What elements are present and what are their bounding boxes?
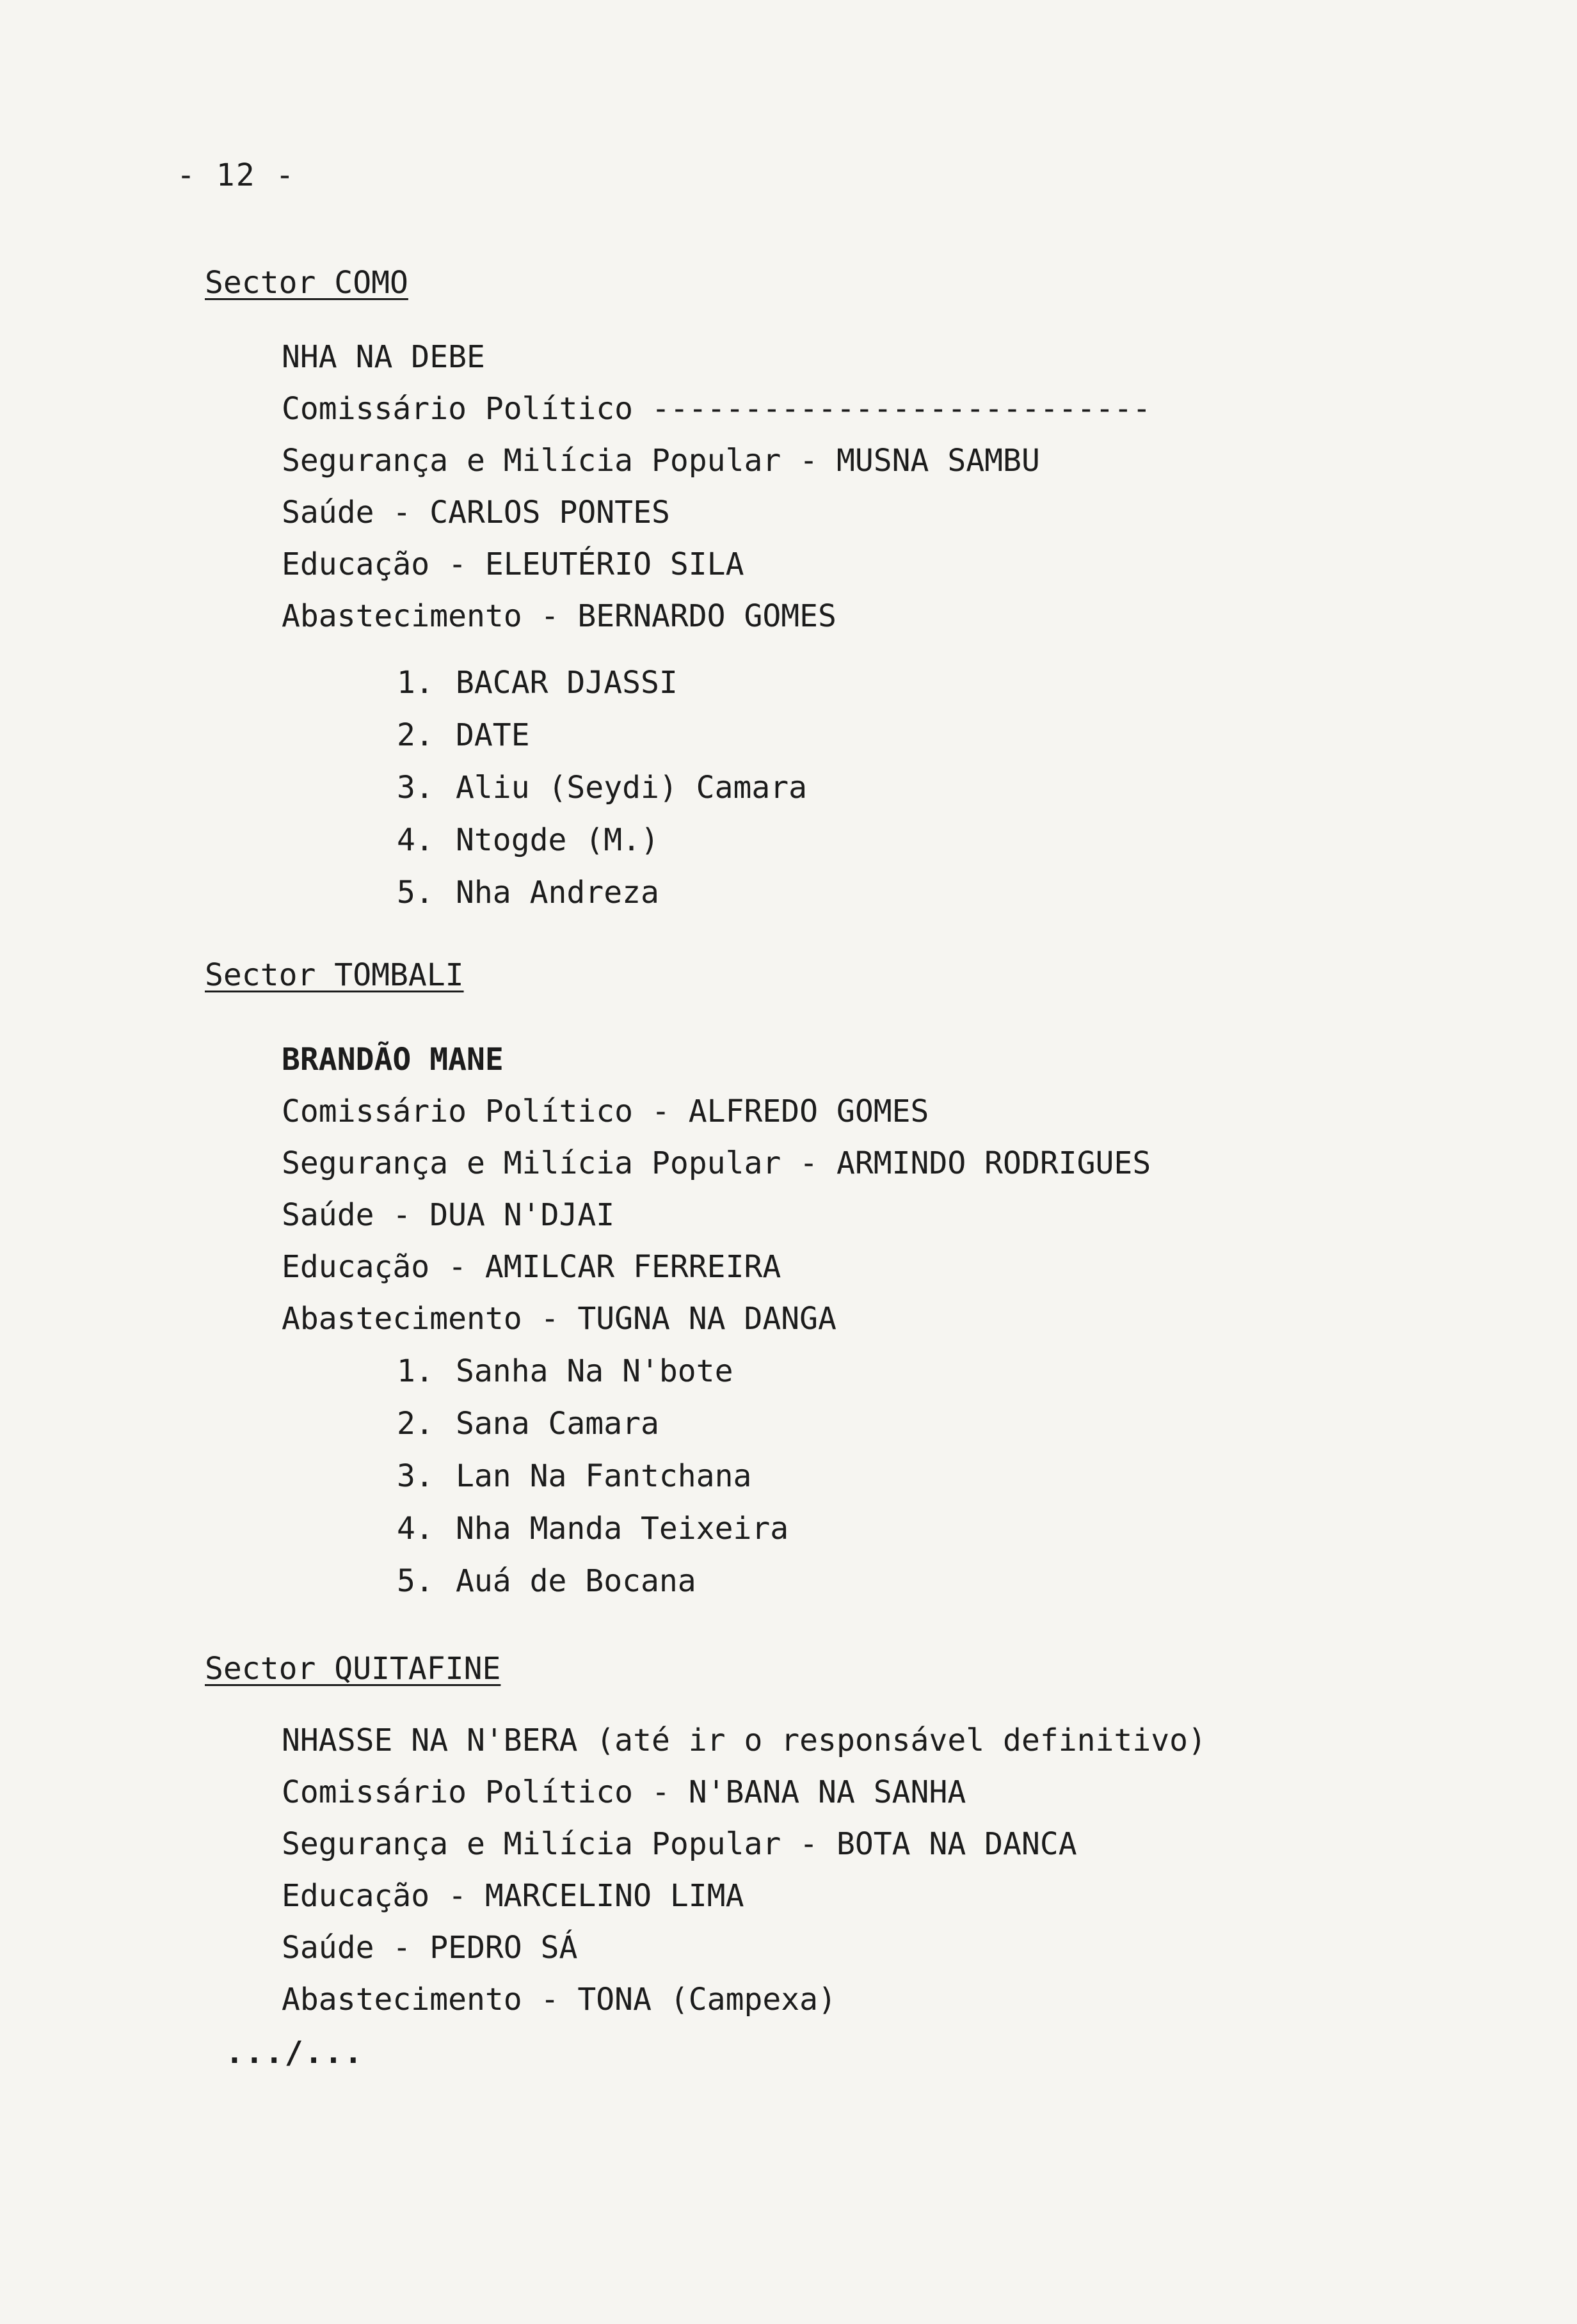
continuation-marker: .../... xyxy=(225,2035,364,2071)
sector-heading-tombali: Sector TOMBALI xyxy=(205,957,464,993)
member-list xyxy=(282,1345,1498,1607)
list-item: 1. Sanha Na N'bote xyxy=(397,1353,733,1389)
list-item: 5. Auá de Bocana xyxy=(397,1563,696,1599)
role-comissario: Comissário Político - ALFREDO GOMES xyxy=(282,1094,929,1129)
sector-heading-quitafine: Sector QUITAFINE xyxy=(205,1651,501,1687)
role-saude: Saúde - PEDRO SÁ xyxy=(282,1930,578,1966)
role-seguranca: Segurança e Milícia Popular - MUSNA SAMBU xyxy=(282,443,1040,479)
list-item: 2. Sana Camara xyxy=(397,1406,659,1442)
page-number: - 12 - xyxy=(177,157,296,193)
sector-block-quitafine xyxy=(282,1715,1498,2026)
sector-lead: NHASSE NA N'BERA (até ir o responsável definitivo) xyxy=(282,1723,1206,1758)
role-comissario: Comissário Político - N'BANA NA SANHA xyxy=(282,1774,966,1810)
role-seguranca: Segurança e Milícia Popular - ARMINDO RODRIGUES xyxy=(282,1145,1151,1181)
sector-block-tombali xyxy=(282,1034,1498,1607)
sector-lead: NHA NA DEBE xyxy=(282,339,485,375)
role-educacao: Educação - ELEUTÉRIO SILA xyxy=(282,546,744,582)
list-item: 3. Aliu (Seydi) Camara xyxy=(397,770,808,806)
sector-heading-como: Sector COMO xyxy=(205,265,408,301)
role-abastecimento: Abastecimento - TONA (Campexa) xyxy=(282,1982,837,2018)
role-saude: Saúde - DUA N'DJAI xyxy=(282,1197,615,1233)
member-list xyxy=(282,657,1498,919)
list-item: 1. BACAR DJASSI xyxy=(397,665,678,701)
list-item: 3. Lan Na Fantchana xyxy=(397,1458,752,1494)
list-item: 4. Nha Manda Teixeira xyxy=(397,1511,789,1547)
role-comissario: Comissário Político --------------------------- xyxy=(282,391,1151,427)
role-abastecimento: Abastecimento - TUGNA NA DANGA xyxy=(282,1301,837,1337)
role-seguranca: Segurança e Milícia Popular - BOTA NA DANCA xyxy=(282,1826,1077,1862)
sector-block-como xyxy=(282,331,1498,919)
role-abastecimento: Abastecimento - BERNARDO GOMES xyxy=(282,598,837,634)
role-educacao: Educação - AMILCAR FERREIRA xyxy=(282,1249,781,1285)
list-item: 5. Nha Andreza xyxy=(397,875,659,911)
list-item: 2. DATE xyxy=(397,717,530,753)
role-saude: Saúde - CARLOS PONTES xyxy=(282,495,670,530)
role-educacao: Educação - MARCELINO LIMA xyxy=(282,1878,744,1914)
sector-lead: BRANDÃO MANE xyxy=(282,1042,504,1078)
list-item: 4. Ntogde (M.) xyxy=(397,822,659,858)
